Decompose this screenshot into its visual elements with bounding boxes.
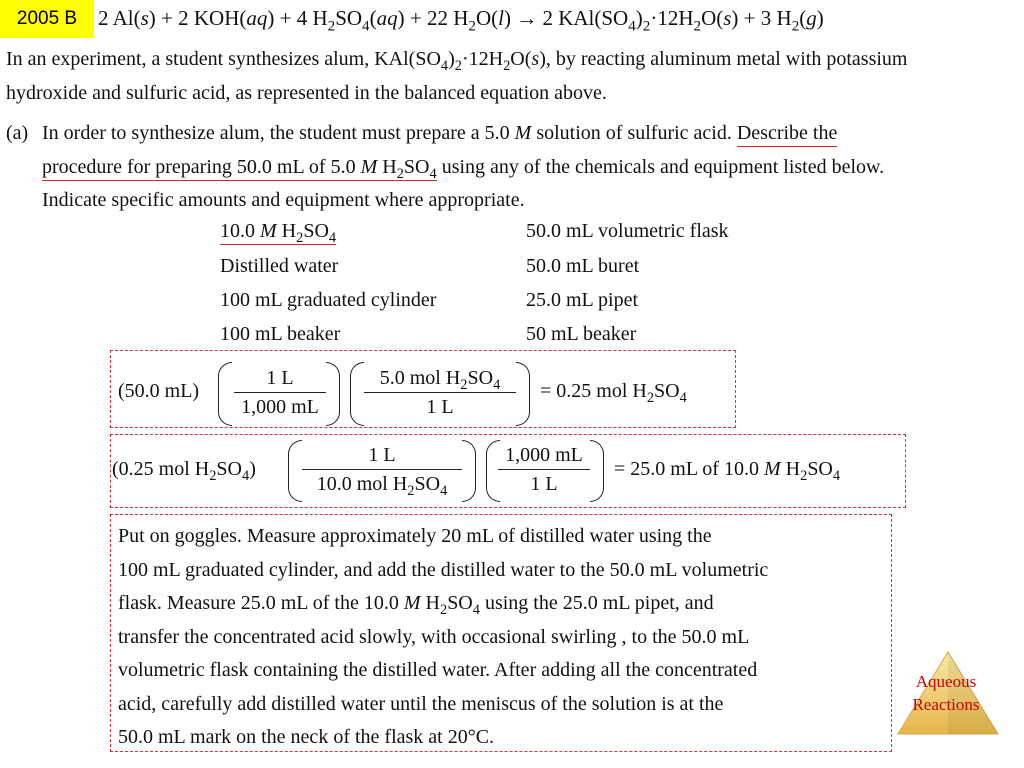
calc2-result: = 25.0 mL of 10.0 M $H_2SO_4$ (614, 458, 841, 485)
procedure-line: flask. Measure 25.0 mL of the 10.0 M $H_2SO_4$ using the 25.0 mL pipet, and (118, 592, 714, 619)
problem-badge: 2005 B (0, 0, 94, 38)
procedure-line: Put on goggles. Measure approximately 20 mL of distilled water using the (118, 525, 712, 547)
calc1-paren-open-1 (218, 362, 232, 426)
calc1-paren-close-2 (516, 362, 530, 426)
question-line-2: procedure for preparing 50.0 mL of 5.0 M $H_2SO_4$ using any of the chemicals and equipment listed below. (42, 156, 885, 183)
chem-item-acid: 10.0 M $H_2SO_4$ (220, 220, 337, 247)
calc1-fraction-molarity: 5.0 mol $H_2SO_4$ 1 L (364, 365, 516, 420)
intro-line-1: In an experiment, a student synthesizes alum, $KAl(SO_4)_2\cdot 12H_2O(s)$, by reacting aluminum metal with potassium (6, 48, 908, 75)
question-line-3: Indicate specific amounts and equipment where appropriate. (42, 189, 525, 211)
question-marker: (a) (6, 122, 29, 144)
calc1-fraction-liters: 1 L 1,000 mL (234, 365, 326, 420)
calc1-start: (50.0 mL) (118, 380, 200, 402)
logo-text: Aqueous Reactions (912, 672, 980, 714)
chem-item-cylinder: 100 mL graduated cylinder (220, 289, 437, 311)
calc2-paren-close-1 (462, 440, 476, 502)
chem-item-water: Distilled water (220, 255, 339, 277)
aqueous-reactions-logo[interactable] (890, 650, 1002, 738)
procedure-line: transfer the concentrated acid slowly, with occasional swirling , to the 50.0 mL (118, 625, 750, 648)
question-line-1: In order to synthesize alum, the student must prepare a 5.0 M solution of sulfuric acid. Describe the (42, 122, 837, 145)
calc2-paren-close-2 (590, 440, 604, 502)
calc2-fraction-liters: 1 L 10.0 mol $H_2SO_4$ (302, 442, 462, 497)
procedure-line: volumetric flask containing the distilled water. After adding all the concentrated (118, 659, 758, 681)
equip-item-pipet: 25.0 mL pipet (526, 289, 639, 311)
equip-item-buret: 50.0 mL buret (526, 255, 640, 277)
chem-item-beaker-100: 100 mL beaker (220, 323, 341, 345)
intro-line-2: hydroxide and sulfuric acid, as represented in the balanced equation above. (6, 82, 607, 104)
calc2-start: (0.25 mol $H_2SO_4$) (112, 458, 256, 485)
procedure-text (118, 520, 888, 755)
balanced-equation: 2 Al(s) + 2 KOH(aq) + 4 $H_2SO_4(aq) + 22$ $H_2O(l) \to 2$ $KAl(SO_4)_2\cdot 12H_2O(s) + 3$ $H_2(g)$ (98, 6, 824, 35)
calc2-fraction-milliliters: 1,000 mL 1 L (498, 442, 590, 497)
calc2-paren-open-1 (288, 440, 302, 502)
calc1-paren-close-1 (326, 362, 340, 426)
equip-item-beaker-50: 50 mL beaker (526, 323, 637, 345)
calc1-result: = 0.25 mol $H_2SO_4$ (540, 380, 687, 407)
calc1-paren-open-2 (350, 362, 364, 426)
procedure-line: 50.0 mL mark on the neck of the flask at 20°C. (118, 726, 495, 748)
procedure-line: 100 mL graduated cylinder, and add the distilled water to the 50.0 mL volumetric (118, 558, 769, 581)
equip-item-flask: 50.0 mL volumetric flask (526, 220, 729, 242)
procedure-line: acid, carefully add distilled water until the meniscus of the solution is at the (118, 692, 724, 715)
